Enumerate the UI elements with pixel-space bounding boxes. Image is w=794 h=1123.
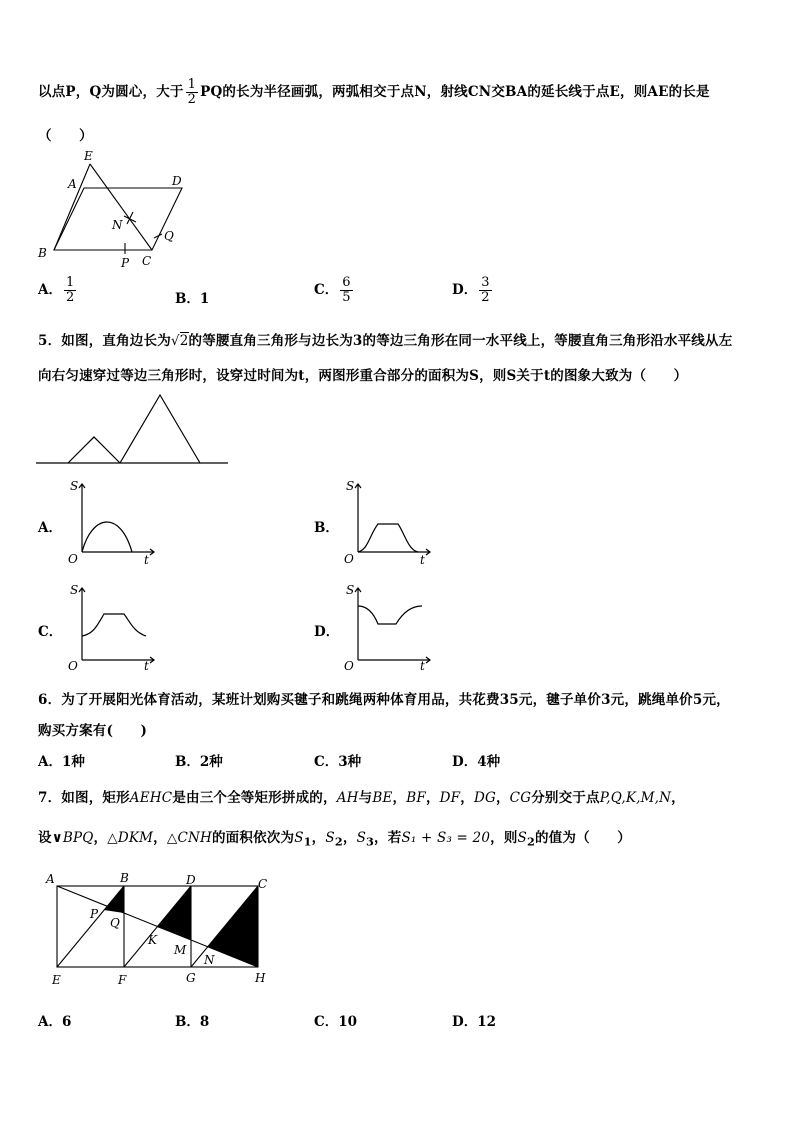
label-A: A: [46, 872, 55, 886]
label-B: B: [120, 871, 129, 885]
q7-option-c[interactable]: C．10: [314, 1014, 358, 1030]
svg-text:t: t: [420, 659, 425, 670]
label-M: M: [174, 943, 187, 957]
q4-parallelogram-figure: [32, 146, 202, 272]
equilateral-triangle: [120, 395, 200, 463]
q4-half-fraction: $\frac{1}{2}$: [187, 77, 197, 107]
q7-option-d[interactable]: D．12: [452, 1014, 496, 1030]
q4-stem-part1: 以点P，Q为圆心，大于: [38, 84, 184, 100]
svg-text:S: S: [70, 583, 79, 597]
q4-option-a[interactable]: A． $\frac{1}{2}$: [38, 275, 75, 305]
q6-option-a[interactable]: A．1种: [38, 754, 85, 770]
svg-text:O: O: [344, 659, 354, 670]
q5-graph-a[interactable]: [62, 476, 158, 566]
q7-option-b[interactable]: B．8: [175, 1014, 210, 1030]
q6-stem-line2: 购买方案有( ): [38, 723, 148, 739]
q4-option-d[interactable]: D． $\frac{3}{2}$: [452, 275, 490, 305]
label-E: E: [84, 149, 93, 163]
right-isosceles-triangle: [68, 437, 120, 463]
q5-stem-line2: 向右匀速穿过等边三角形时，设穿过时间为t，两图形重合部分的面积为S，则S关于t的图象大致为（ ）: [38, 368, 688, 384]
q5-option-d-label[interactable]: D．: [314, 624, 340, 640]
q5-stem-line1: 5．如图，直角边长为√2的等腰直角三角形与边长为3的等边三角形在同一水平线上，等腰直角三角形沿水平线从左: [38, 333, 733, 349]
q6-option-c[interactable]: C．3种: [314, 754, 362, 770]
label-D: D: [186, 873, 196, 887]
q5-option-a-label[interactable]: A．: [38, 520, 62, 536]
svg-text:S: S: [346, 479, 355, 493]
curve-d: [358, 606, 422, 624]
label-P: P: [90, 907, 99, 921]
q5-graph-c[interactable]: [62, 580, 158, 670]
svg-text:O: O: [344, 552, 354, 566]
label-D: D: [172, 174, 182, 188]
label-N: N: [204, 953, 215, 967]
right-angle-mark: [88, 437, 100, 443]
label-C: C: [258, 877, 268, 891]
q6-option-d[interactable]: D．4种: [452, 754, 501, 770]
label-A: A: [68, 177, 77, 191]
q7-option-a[interactable]: A．6: [38, 1014, 72, 1030]
svg-text:t: t: [144, 659, 149, 670]
q6-stem-line1: 6．为了开展阳光体育活动，某班计划购买毽子和跳绳两种体育用品，共花费35元，毽子单价3元，跳绳单价5元，: [38, 692, 730, 708]
svg-text:O: O: [68, 659, 78, 670]
label-Q: Q: [110, 916, 120, 930]
q7-rectangles-figure: [40, 868, 272, 992]
label-K: K: [148, 933, 157, 947]
q4-stem-part2: PQ的长为半径画弧，两弧相交于点N，射线CN交BA的延长线于点E，则AE的长是: [200, 84, 710, 100]
q4-option-b[interactable]: B．1: [175, 291, 210, 307]
shaded-triangle-BPQ: [104, 886, 124, 913]
svg-text:O: O: [68, 552, 78, 566]
q5-option-b-label[interactable]: B．: [314, 520, 339, 536]
q7-stem-line2: 设∨BPQ，△DKM，△CNH的面积依次为$S_1$，$S_2$，$S_3$，若S₁ + S₃ = 20，则$S_2$的值为（ ）: [38, 830, 631, 849]
curve-a: [82, 522, 132, 552]
label-H: H: [255, 971, 266, 985]
label-G: G: [186, 971, 196, 985]
label-B: B: [38, 246, 47, 260]
label-N: N: [112, 218, 123, 232]
q4-option-c[interactable]: C． $\frac{6}{5}$: [314, 275, 351, 305]
q7-stem-line1: 7．如图，矩形AEHC是由三个全等矩形拼成的，AH与BE，BF，DF，DG，CG分别交于点P,Q,K,M,N，: [38, 790, 685, 806]
label-C: C: [142, 254, 152, 268]
shaded-triangle-CNH: [208, 886, 258, 967]
label-P: P: [121, 256, 130, 270]
label-F: F: [118, 973, 127, 987]
svg-text:S: S: [346, 583, 355, 597]
label-E: E: [52, 973, 61, 987]
label-Q: Q: [164, 229, 174, 243]
q5-option-c-label[interactable]: C．: [38, 624, 63, 640]
sqrt-2: √2: [170, 333, 189, 349]
svg-text:t: t: [144, 553, 149, 566]
svg-text:S: S: [70, 479, 79, 493]
q6-option-b[interactable]: B．2种: [175, 754, 223, 770]
q5-graph-d[interactable]: [338, 580, 434, 670]
q5-triangles-figure: [36, 388, 230, 468]
q4-stem-line1: [38, 78, 710, 107]
ray-CN: [90, 164, 152, 250]
q4-blank: （ ）: [38, 128, 93, 144]
curve-b: [358, 524, 418, 552]
curve-c: [82, 614, 146, 636]
svg-text:t: t: [420, 553, 425, 566]
q5-graph-b[interactable]: [338, 476, 434, 566]
shaded-triangle-DKM: [157, 886, 191, 940]
